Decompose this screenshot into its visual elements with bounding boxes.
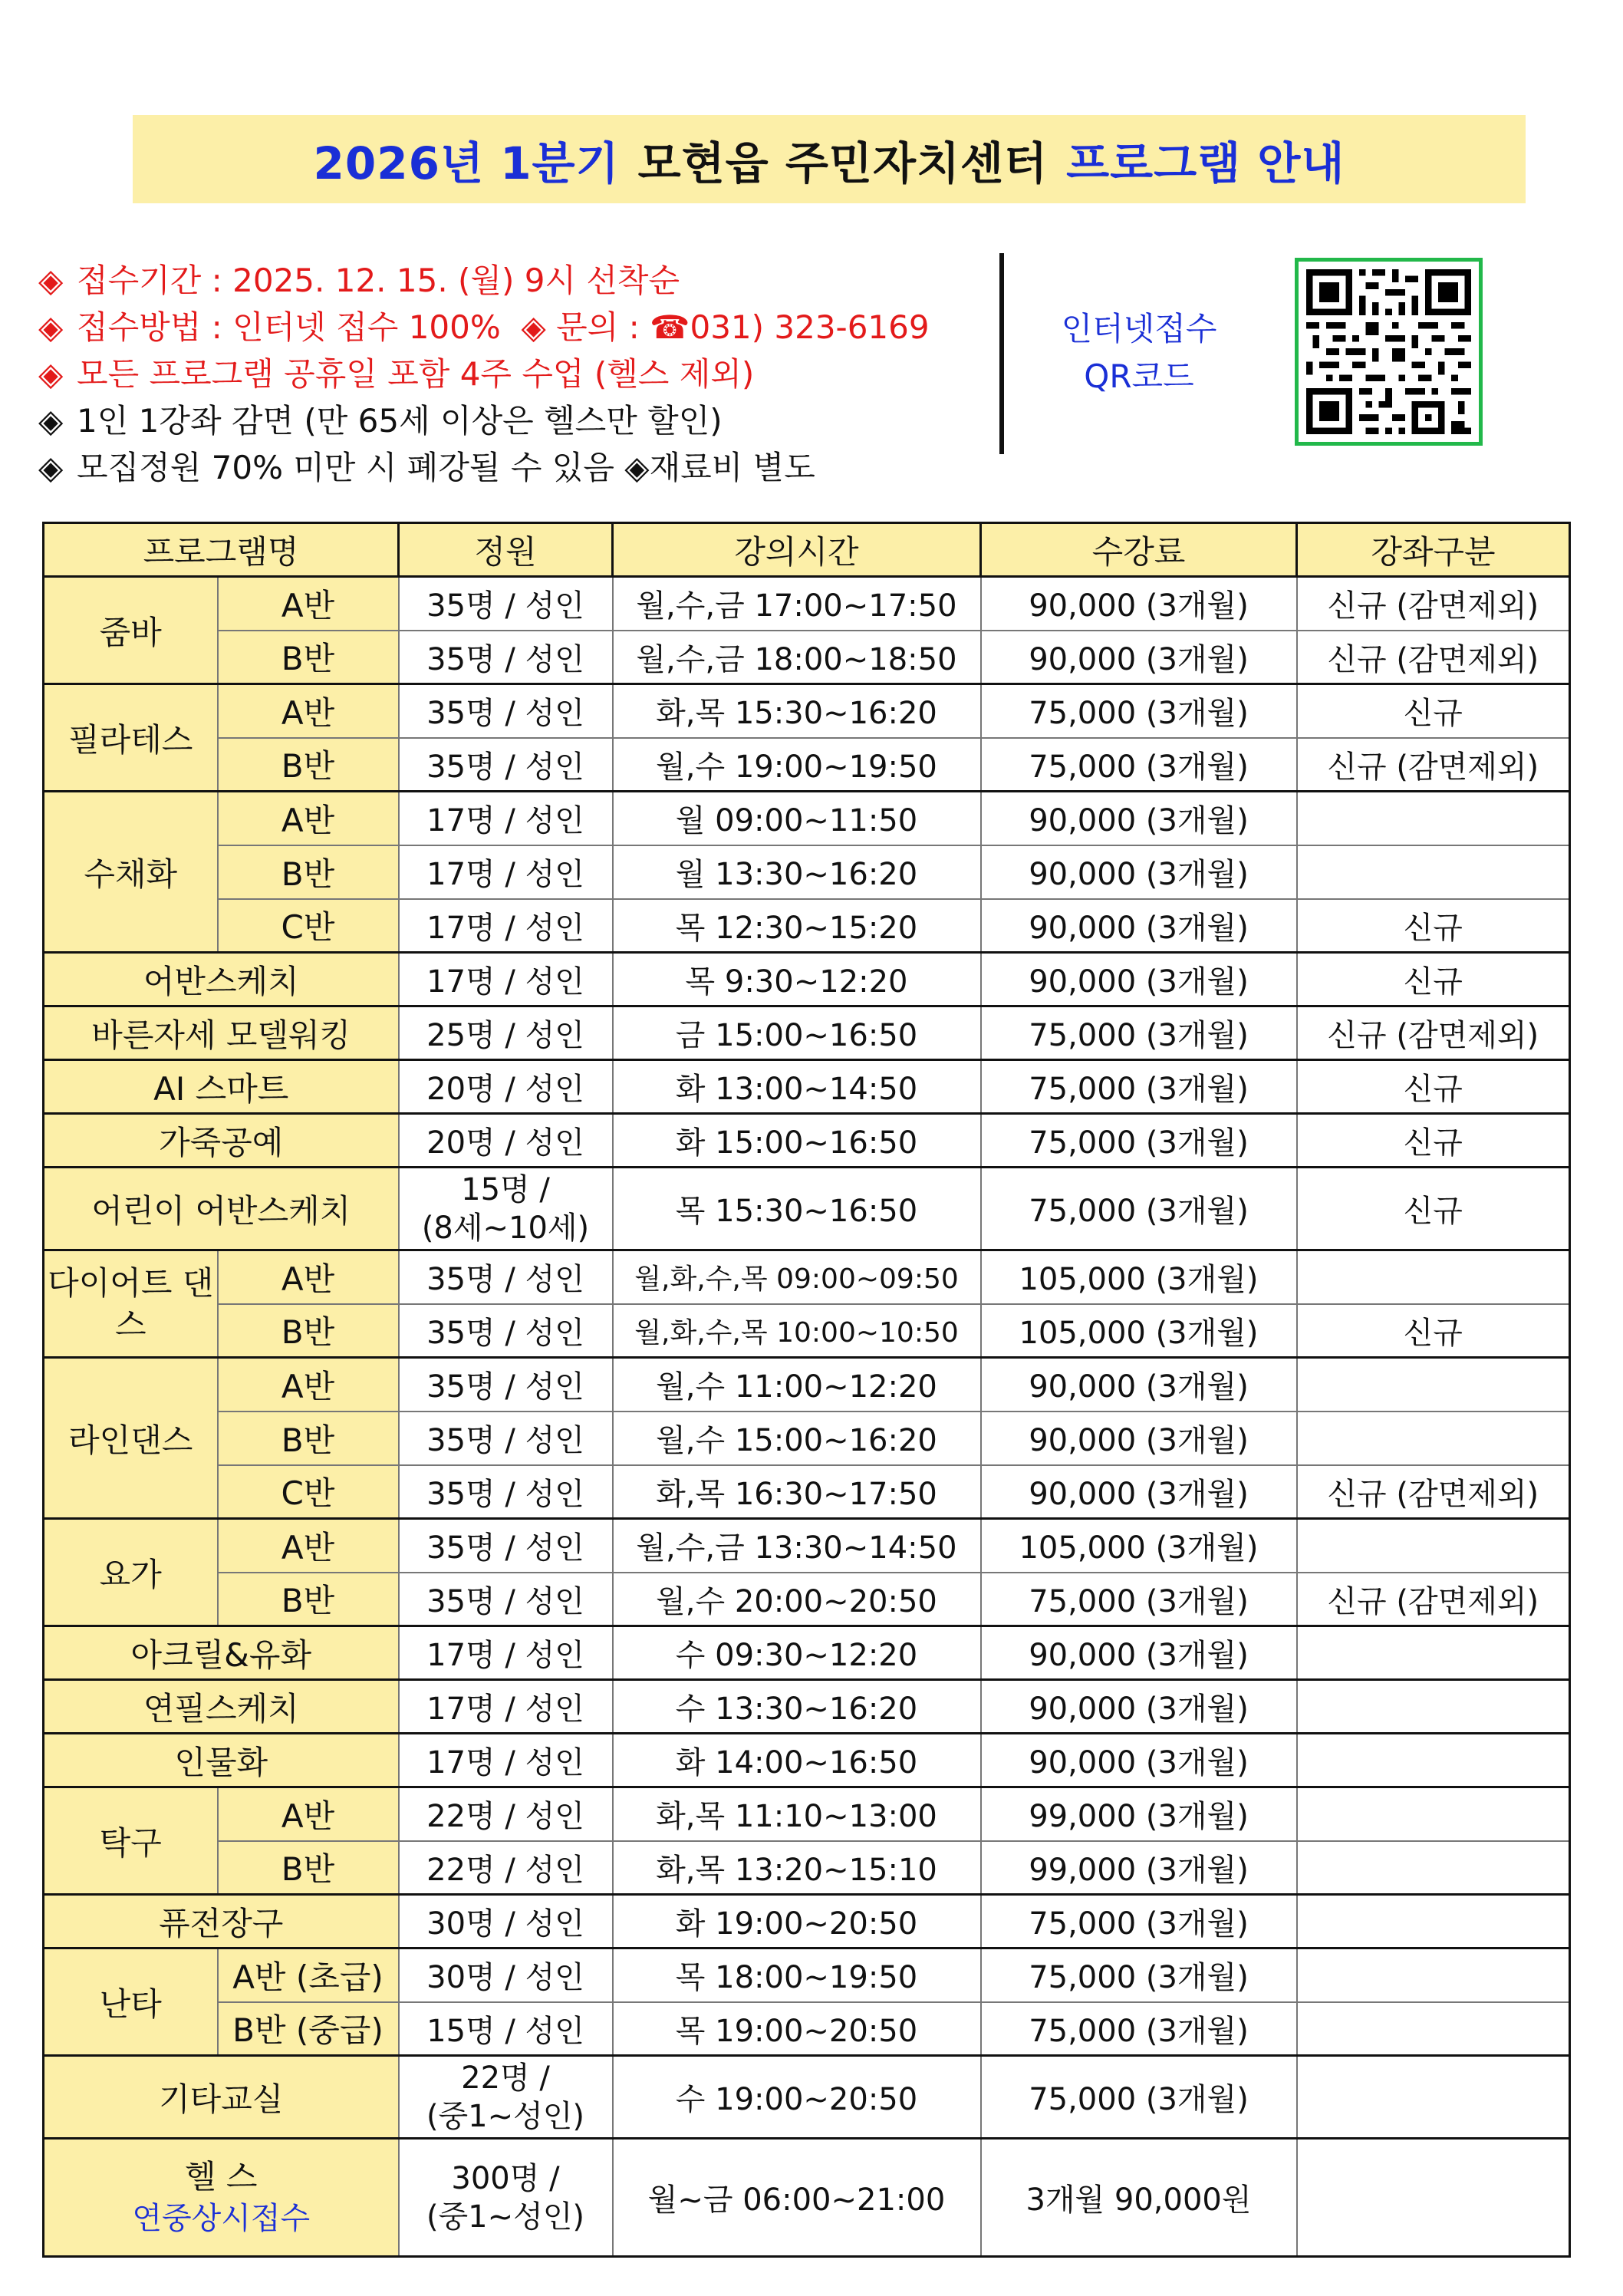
schedule: 목 12:30~15:20 <box>613 899 981 953</box>
class-section: C반 <box>218 899 399 953</box>
fee: 105,000 (3개월) <box>981 1519 1297 1573</box>
schedule: 월,수,금 18:00~18:50 <box>613 631 981 684</box>
schedule: 월 09:00~11:50 <box>613 792 981 845</box>
table-row <box>44 2002 1570 2056</box>
fee: 75,000 (3개월) <box>981 1114 1297 1168</box>
course-type: 신규 <box>1297 1060 1570 1114</box>
fee: 90,000 (3개월) <box>981 845 1297 899</box>
course-type <box>1297 1626 1570 1680</box>
info-registration-period: ◈ 접수기간 : 2025. 12. 15. (월) 9시 선착순 <box>38 257 997 304</box>
course-type: 신규 (감면제외) <box>1297 1573 1570 1626</box>
bullet-icon: ◈ <box>521 308 546 346</box>
course-type <box>1297 1680 1570 1734</box>
schedule: 월,수,금 17:00~17:50 <box>613 577 981 631</box>
class-section: B반 <box>218 845 399 899</box>
capacity: 35명 / 성인 <box>399 1519 613 1573</box>
fee: 75,000 (3개월) <box>981 1573 1297 1626</box>
capacity: 17명 / 성인 <box>399 845 613 899</box>
header-time: 강의시간 <box>613 523 981 577</box>
program-name: 연필스케치 <box>44 1680 399 1734</box>
course-type <box>1297 1948 1570 2002</box>
program-name: 난타 <box>44 1948 218 2056</box>
table-row <box>44 1841 1570 1895</box>
schedule: 목 19:00~20:50 <box>613 2002 981 2056</box>
program-name: 어린이 어반스케치 <box>44 1168 399 1250</box>
course-type <box>1297 2002 1570 2056</box>
qr-label: 인터넷접수 QR코드 <box>1061 310 1217 395</box>
table-row <box>44 1680 1570 1734</box>
class-section: C반 <box>218 1465 399 1519</box>
table-row <box>44 953 1570 1006</box>
phone-number[interactable]: ☎031) 323-6169 <box>650 308 930 346</box>
fee: 105,000 (3개월) <box>981 1250 1297 1304</box>
schedule: 수 19:00~20:50 <box>613 2056 981 2139</box>
course-type: 신규 <box>1297 953 1570 1006</box>
always-open-note: 연중상시접수 <box>132 2200 311 2236</box>
class-section: A반 <box>218 792 399 845</box>
fee: 3개월 90,000원 <box>981 2139 1297 2257</box>
fee: 75,000 (3개월) <box>981 684 1297 738</box>
info-block <box>38 257 997 491</box>
table-row <box>44 1787 1570 1841</box>
table-row <box>44 1412 1570 1465</box>
fee: 99,000 (3개월) <box>981 1787 1297 1841</box>
program-name: 수채화 <box>44 792 218 953</box>
course-type: 신규 (감면제외) <box>1297 631 1570 684</box>
bullet-icon: ◈ <box>38 449 64 486</box>
fee: 90,000 (3개월) <box>981 577 1297 631</box>
bullet-icon: ◈ <box>38 355 64 393</box>
course-type <box>1297 1519 1570 1573</box>
program-name: 요가 <box>44 1519 218 1626</box>
capacity: 35명 / 성인 <box>399 1250 613 1304</box>
schedule: 목 15:30~16:50 <box>613 1168 981 1250</box>
fee: 75,000 (3개월) <box>981 1006 1297 1060</box>
fee: 75,000 (3개월) <box>981 1948 1297 2002</box>
course-type: 신규 <box>1297 1114 1570 1168</box>
fee: 75,000 (3개월) <box>981 2002 1297 2056</box>
class-section: A반 <box>218 1519 399 1573</box>
fee: 75,000 (3개월) <box>981 2056 1297 2139</box>
program-name: 퓨전장구 <box>44 1895 399 1948</box>
table-row <box>44 792 1570 845</box>
program-table <box>42 522 1571 2258</box>
title-banner <box>133 115 1526 203</box>
course-type: 신규 <box>1297 899 1570 953</box>
table-row <box>44 684 1570 738</box>
capacity: 30명 / 성인 <box>399 1948 613 2002</box>
fee: 99,000 (3개월) <box>981 1841 1297 1895</box>
course-type: 신규 (감면제외) <box>1297 738 1570 792</box>
table-row <box>44 1734 1570 1787</box>
schedule: 월,화,수,목 10:00~10:50 <box>613 1304 981 1358</box>
course-type <box>1297 1841 1570 1895</box>
class-section: B반 <box>218 1841 399 1895</box>
schedule: 목 9:30~12:20 <box>613 953 981 1006</box>
schedule: 화,목 16:30~17:50 <box>613 1465 981 1519</box>
table-row <box>44 1250 1570 1304</box>
fee: 90,000 (3개월) <box>981 899 1297 953</box>
class-section: B반 <box>218 631 399 684</box>
program-name: 필라테스 <box>44 684 218 792</box>
schedule: 월,수,금 13:30~14:50 <box>613 1519 981 1573</box>
capacity: 17명 / 성인 <box>399 953 613 1006</box>
schedule: 금 15:00~16:50 <box>613 1006 981 1060</box>
capacity: 17명 / 성인 <box>399 899 613 953</box>
capacity: 25명 / 성인 <box>399 1006 613 1060</box>
course-type: 신규 (감면제외) <box>1297 577 1570 631</box>
title-part1: 2026년 1분기 <box>313 137 620 189</box>
title-part2: 모현읍 주민자치센터 <box>637 137 1049 189</box>
capacity: 30명 / 성인 <box>399 1895 613 1948</box>
table-row <box>44 577 1570 631</box>
class-section: A반 <box>218 1358 399 1412</box>
fee: 90,000 (3개월) <box>981 1734 1297 1787</box>
program-name: 어반스케치 <box>44 953 399 1006</box>
fee: 90,000 (3개월) <box>981 1412 1297 1465</box>
capacity: 17명 / 성인 <box>399 1626 613 1680</box>
capacity: 35명 / 성인 <box>399 1412 613 1465</box>
bullet-icon: ◈ <box>38 308 64 346</box>
qr-code-icon <box>1306 269 1471 434</box>
title-part3: 프로그램 안내 <box>1066 137 1345 189</box>
class-section: B반 <box>218 1573 399 1626</box>
class-section: B반 <box>218 1304 399 1358</box>
table-row <box>44 1465 1570 1519</box>
course-type <box>1297 1895 1570 1948</box>
info-registration-method: ◈ 접수방법 : 인터넷 접수 100% ◈ 문의 : ☎031) 323-6169 <box>38 304 997 351</box>
capacity: 15명 / (8세~10세) <box>399 1168 613 1250</box>
table-row <box>44 1006 1570 1060</box>
table-row <box>44 1114 1570 1168</box>
fee: 90,000 (3개월) <box>981 792 1297 845</box>
table-row <box>44 1304 1570 1358</box>
capacity: 35명 / 성인 <box>399 577 613 631</box>
capacity: 35명 / 성인 <box>399 1573 613 1626</box>
program-name: 인물화 <box>44 1734 399 1787</box>
course-type: 신규 (감면제외) <box>1297 1006 1570 1060</box>
info-four-weeks: ◈ 모든 프로그램 공휴일 포함 4주 수업 (헬스 제외) <box>38 351 997 397</box>
header-fee: 수강료 <box>981 523 1297 577</box>
schedule: 목 18:00~19:50 <box>613 1948 981 2002</box>
capacity: 35명 / 성인 <box>399 1465 613 1519</box>
course-type <box>1297 1250 1570 1304</box>
program-name: 기타교실 <box>44 2056 399 2139</box>
table-row <box>44 1626 1570 1680</box>
course-type <box>1297 792 1570 845</box>
table-row <box>44 1060 1570 1114</box>
program-name: 가죽공예 <box>44 1114 399 1168</box>
qr-code[interactable] <box>1295 258 1483 446</box>
schedule: 화,목 11:10~13:00 <box>613 1787 981 1841</box>
program-name: 줌바 <box>44 577 218 684</box>
schedule: 월,화,수,목 09:00~09:50 <box>613 1250 981 1304</box>
capacity: 22명 / 성인 <box>399 1841 613 1895</box>
table-row <box>44 1948 1570 2002</box>
course-type <box>1297 1358 1570 1412</box>
schedule: 화,목 13:20~15:10 <box>613 1841 981 1895</box>
class-section: A반 <box>218 684 399 738</box>
fee: 90,000 (3개월) <box>981 1626 1297 1680</box>
schedule: 월,수 20:00~20:50 <box>613 1573 981 1626</box>
class-section: A반 <box>218 1787 399 1841</box>
header-type: 강좌구분 <box>1297 523 1570 577</box>
table-row <box>44 738 1570 792</box>
capacity: 15명 / 성인 <box>399 2002 613 2056</box>
vertical-divider <box>999 253 1004 454</box>
schedule: 수 09:30~12:20 <box>613 1626 981 1680</box>
table-row <box>44 2056 1570 2139</box>
course-type <box>1297 2139 1570 2257</box>
capacity: 35명 / 성인 <box>399 738 613 792</box>
table-row <box>44 1519 1570 1573</box>
course-type <box>1297 2056 1570 2139</box>
capacity: 35명 / 성인 <box>399 1304 613 1358</box>
fee: 75,000 (3개월) <box>981 1895 1297 1948</box>
course-type: 신규 <box>1297 1304 1570 1358</box>
course-type: 신규 <box>1297 684 1570 738</box>
program-name: 바른자세 모델워킹 <box>44 1006 399 1060</box>
fee: 90,000 (3개월) <box>981 1680 1297 1734</box>
schedule: 월,수 15:00~16:20 <box>613 1412 981 1465</box>
table-row <box>44 1895 1570 1948</box>
bullet-icon: ◈ <box>38 402 64 440</box>
program-name: 다이어트 댄스 <box>44 1250 218 1358</box>
program-name: 헬 스 연중상시접수 <box>44 2139 399 2257</box>
capacity: 17명 / 성인 <box>399 792 613 845</box>
program-name: 라인댄스 <box>44 1358 218 1519</box>
table-row <box>44 2139 1570 2257</box>
capacity: 35명 / 성인 <box>399 1358 613 1412</box>
class-section: B반 <box>218 1412 399 1465</box>
course-type <box>1297 1412 1570 1465</box>
bullet-icon: ◈ <box>624 449 650 486</box>
fee: 75,000 (3개월) <box>981 1168 1297 1250</box>
schedule: 월,수 19:00~19:50 <box>613 738 981 792</box>
fee: 90,000 (3개월) <box>981 1358 1297 1412</box>
course-type <box>1297 1787 1570 1841</box>
capacity: 35명 / 성인 <box>399 684 613 738</box>
fee: 75,000 (3개월) <box>981 1060 1297 1114</box>
fee: 90,000 (3개월) <box>981 1465 1297 1519</box>
fee: 90,000 (3개월) <box>981 631 1297 684</box>
fee: 105,000 (3개월) <box>981 1304 1297 1358</box>
schedule: 월 13:30~16:20 <box>613 845 981 899</box>
class-section: A반 <box>218 1250 399 1304</box>
bullet-icon: ◈ <box>38 262 64 299</box>
schedule: 화 14:00~16:50 <box>613 1734 981 1787</box>
table-row <box>44 1573 1570 1626</box>
capacity: 17명 / 성인 <box>399 1734 613 1787</box>
schedule: 월~금 06:00~21:00 <box>613 2139 981 2257</box>
course-type: 신규 (감면제외) <box>1297 1465 1570 1519</box>
capacity: 20명 / 성인 <box>399 1114 613 1168</box>
course-type: 신규 <box>1297 1168 1570 1250</box>
fee: 90,000 (3개월) <box>981 953 1297 1006</box>
schedule: 수 13:30~16:20 <box>613 1680 981 1734</box>
capacity: 300명 / (중1~성인) <box>399 2139 613 2257</box>
program-name: AI 스마트 <box>44 1060 399 1114</box>
course-type <box>1297 845 1570 899</box>
class-section: A반 <box>218 577 399 631</box>
capacity: 35명 / 성인 <box>399 631 613 684</box>
table-row <box>44 899 1570 953</box>
schedule: 화 19:00~20:50 <box>613 1895 981 1948</box>
header-program: 프로그램명 <box>44 523 399 577</box>
capacity: 22명 / 성인 <box>399 1787 613 1841</box>
class-section: B반 <box>218 738 399 792</box>
table-row <box>44 845 1570 899</box>
course-type <box>1297 1734 1570 1787</box>
table-header-row <box>44 523 1570 577</box>
schedule: 월,수 11:00~12:20 <box>613 1358 981 1412</box>
program-name: 아크릴&유화 <box>44 1626 399 1680</box>
schedule: 화 15:00~16:50 <box>613 1114 981 1168</box>
schedule: 화,목 15:30~16:20 <box>613 684 981 738</box>
table-row <box>44 1168 1570 1250</box>
header-capacity: 정원 <box>399 523 613 577</box>
schedule: 화 13:00~14:50 <box>613 1060 981 1114</box>
table-row <box>44 631 1570 684</box>
capacity: 20명 / 성인 <box>399 1060 613 1114</box>
program-name: 탁구 <box>44 1787 218 1895</box>
capacity: 22명 / (중1~성인) <box>399 2056 613 2139</box>
fee: 75,000 (3개월) <box>981 738 1297 792</box>
info-discount: ◈ 1인 1강좌 감면 (만 65세 이상은 헬스만 할인) <box>38 397 997 444</box>
capacity: 17명 / 성인 <box>399 1680 613 1734</box>
table-row <box>44 1358 1570 1412</box>
class-section: A반 (초급) <box>218 1948 399 2002</box>
info-cancellation: ◈ 모집정원 70% 미만 시 폐강될 수 있음 ◈재료비 별도 <box>38 444 997 491</box>
class-section: B반 (중급) <box>218 2002 399 2056</box>
